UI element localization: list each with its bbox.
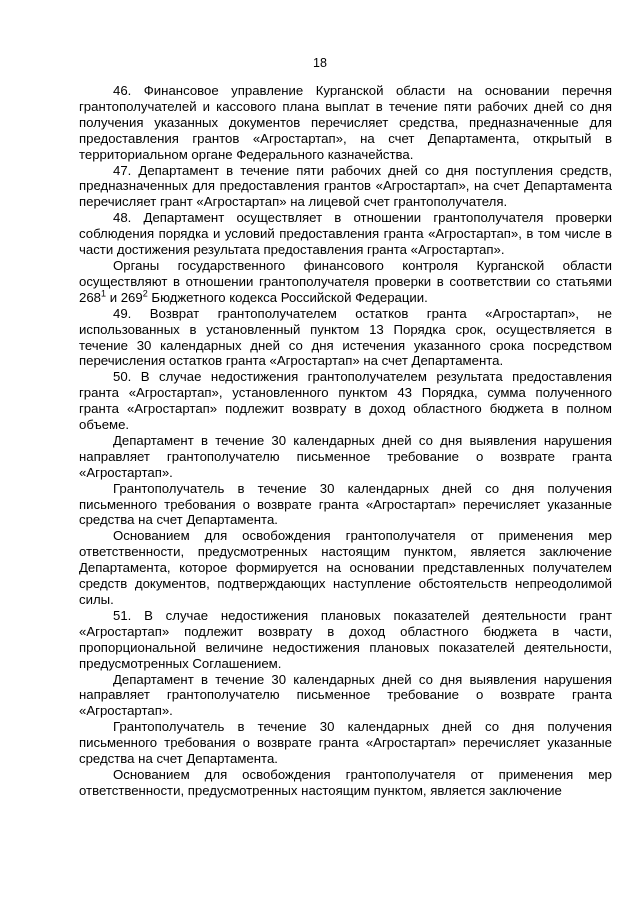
- paragraph-47: 47. Департамент в течение пяти рабочих дней со дня поступления средств, предназначенных для предоставления грантов «Агростартап», на счет Департамента перечисляет грант «Агростартап» на лицевой счет грантополучателя.: [79, 162, 612, 210]
- paragraph-51-refund: Грантополучатель в течение 30 календарных дней со дня получения письменного требования о возврате гранта «Агростартап» перечисляет указанные средства на счет Департамента.: [79, 719, 612, 767]
- control-text-before: Органы государственного финансового контроля Курганской области осуществляют в отношении грантополучателя проверки в соответствии со статьями 268: [79, 257, 612, 305]
- paragraph-50-refund: Грантополучатель в течение 30 календарных дней со дня получения письменного требования о возврате гранта «Агростартап» перечисляет указанные средства на счет Департамента.: [79, 480, 612, 528]
- document-body: [79, 83, 612, 799]
- paragraph-49: 49. Возврат грантополучателем остатков гранта «Агростартап», не использованных в установленный пунктом 13 Порядка срок, осуществляется в течение 30 календарных дней со дня истечения указанного срока посредством перечисления остатков гранта «Агростартап» на счет Департамента.: [79, 305, 612, 369]
- paragraph-50-exemption: Основанием для освобождения грантополучателя от применения мер ответственности, предусмотренных настоящим пунктом, является заключение Департамента, которое формируется на основании представленных получателем средств документов, подтверждающих наступление обстоятельств непреодолимой силы.: [79, 528, 612, 607]
- paragraph-51-exemption: Основанием для освобождения грантополучателя от применения мер ответственности, предусмотренных настоящим пунктом, является заключение: [79, 766, 612, 798]
- paragraph-50-notice: Департамент в течение 30 календарных дней со дня выявления нарушения направляет грантополучателю письменное требование о возврате гранта «Агростартап».: [79, 432, 612, 480]
- paragraph-control-bodies: [79, 258, 612, 306]
- paragraph-46: 46. Финансовое управление Курганской области на основании перечня грантополучателей и кассового плана выплат в течение пяти рабочих дней со дня получения указанных документов перечисляет средства, предназначенные для предоставления грантов «Агростартап», на счет Департамента, открытый в территориальном органе Федерального казначейства.: [79, 83, 612, 162]
- article-superscript-2: 2: [142, 288, 148, 299]
- paragraph-51-notice: Департамент в течение 30 календарных дней со дня выявления нарушения направляет грантополучателю письменное требование о возврате гранта «Агростартап».: [79, 671, 612, 719]
- paragraph-48: 48. Департамент осуществляет в отношении грантополучателя проверки соблюдения порядка и условий предоставления гранта «Агростартап», в том числе в части достижения результата предоставления гранта «Агростартап».: [79, 210, 612, 258]
- paragraph-50: 50. В случае недостижения грантополучателем результата предоставления гранта «Агростартап», установленного пунктом 43 Порядка, сумма полученного гранта «Агростартап» подлежит возврату в доход областного бюджета в полном объеме.: [79, 369, 612, 433]
- control-text-mid: и 269: [106, 289, 143, 305]
- control-text-after: Бюджетного кодекса Российской Федерации.: [147, 289, 428, 305]
- paragraph-51: 51. В случае недостижения плановых показателей деятельности грант «Агростартап» подлежит возврату в доход областного бюджета в части, пропорциональной величине недостижения плановых показателей деятельности, предусмотренных Соглашением.: [79, 607, 612, 671]
- article-superscript-1: 1: [101, 288, 107, 299]
- page-number: 18: [313, 56, 327, 70]
